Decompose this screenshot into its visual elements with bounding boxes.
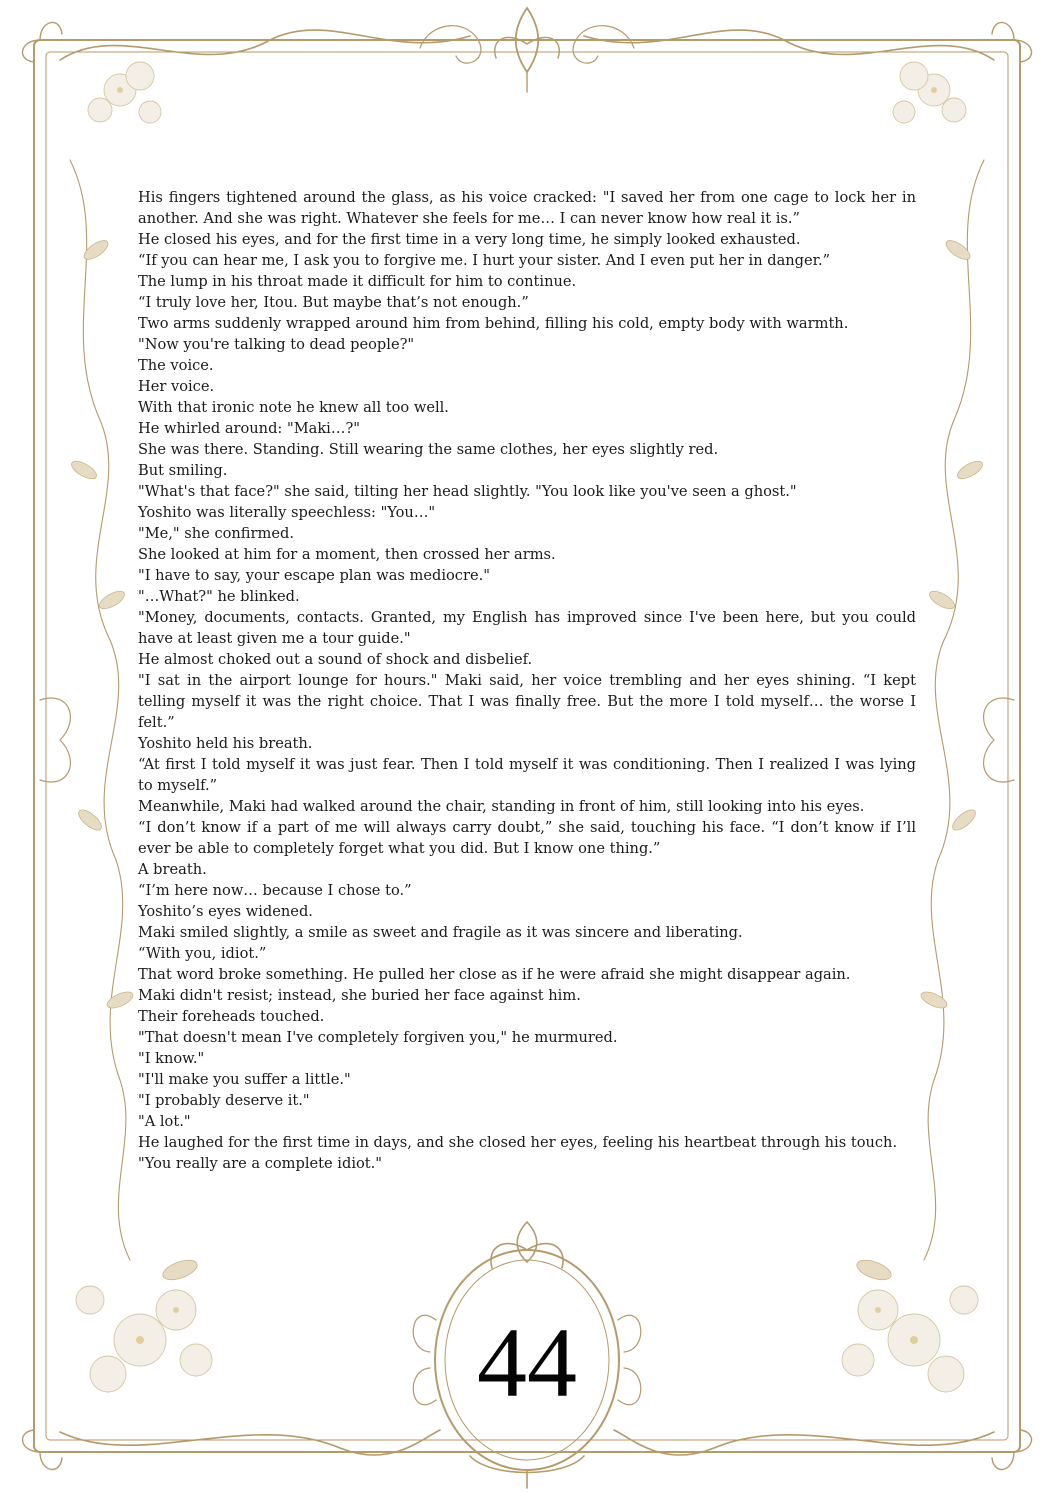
paragraph: "A lot." — [138, 1113, 191, 1130]
corner-fleur-tr — [992, 23, 1031, 62]
paragraph: Their foreheads touched. — [138, 1008, 325, 1025]
flower-center — [931, 87, 937, 93]
leaf — [919, 989, 949, 1012]
leaf — [943, 237, 973, 263]
leaf — [955, 458, 985, 482]
corner-fleur-tl — [23, 23, 62, 62]
right-side-scroll — [984, 698, 1014, 782]
paragraph: "What's that face?" she said, tilting her head slightly. "You look like you've seen a ghost." — [138, 483, 797, 500]
paragraph: Two arms suddenly wrapped around him from behind, filling his cold, empty body with warmth. — [138, 315, 849, 332]
flower-center — [173, 1307, 179, 1313]
paragraph: That word broke something. He pulled her close as if he were afraid she might disappear again. — [138, 966, 851, 983]
top-scroll-left — [420, 26, 481, 63]
leaf — [949, 806, 978, 833]
paragraph: His fingers tightened around the glass, as his voice cracked: "I saved her from one cage to lock her in another. And she was right. Whatever she feels for me… I can never know how real it is.” — [138, 189, 916, 227]
paragraph: He almost choked out a sound of shock and disbelief. — [138, 651, 533, 668]
paragraph: With that ironic note he knew all too well. — [138, 399, 449, 416]
paragraph: “If you can hear me, I ask you to forgive me. I hurt your sister. And I even put her in danger.” — [138, 252, 831, 269]
top-right-flourish — [584, 30, 994, 60]
leaf — [81, 237, 111, 263]
flower-cluster-bottom-left — [76, 1286, 212, 1392]
paragraph: A breath. — [138, 861, 207, 878]
paragraph: Maki didn't resist; instead, she buried her face against him. — [138, 987, 581, 1004]
paragraph: He closed his eyes, and for the first time in a very long time, he simply looked exhausted. — [138, 231, 801, 248]
paragraph: "I know." — [138, 1050, 205, 1067]
paragraph: He whirled around: "Maki…?" — [138, 420, 360, 437]
page-number: 44 — [477, 1307, 577, 1418]
left-vine — [70, 160, 130, 1260]
paragraph: She was there. Standing. Still wearing the same clothes, her eyes slightly red. — [138, 441, 719, 458]
top-fleur-arms — [495, 37, 560, 92]
paragraph: "I'll make you suffer a little." — [138, 1071, 351, 1088]
paragraph: "You really are a complete idiot." — [138, 1155, 382, 1172]
leaf — [75, 806, 104, 833]
paragraph: "Money, documents, contacts. Granted, my English has improved since I've been here, but you could have at least given me a tour guide." — [138, 609, 916, 647]
paragraph: "I have to say, your escape plan was mediocre." — [138, 567, 490, 584]
paragraph: "That doesn't mean I've completely forgiven you," he murmured. — [138, 1029, 618, 1046]
paragraph: "I sat in the airport lounge for hours." Maki said, her voice trembling and her eyes shining. “I kept telling myself it was the right choice. That I was finally free. But the more I told myself… the worse I felt.” — [138, 672, 916, 731]
leaf — [854, 1256, 893, 1283]
corner-fleur-br — [992, 1430, 1031, 1469]
paragraph: “I truly love her, Itou. But maybe that’s not enough.” — [138, 294, 529, 311]
paragraph: The lump in his throat made it difficult for him to continue. — [138, 273, 577, 290]
paragraph: Yoshito’s eyes widened. — [138, 903, 313, 920]
paragraph: She looked at him for a moment, then crossed her arms. — [138, 546, 556, 563]
flower-center — [910, 1336, 918, 1344]
medallion-crest — [491, 1222, 563, 1268]
paragraph: Meanwhile, Maki had walked around the chair, standing in front of him, still looking into his eyes. — [138, 798, 865, 815]
medallion-base — [470, 1456, 584, 1488]
paragraph: But smiling. — [138, 462, 228, 479]
paragraph: Yoshito held his breath. — [138, 735, 313, 752]
leaf — [160, 1256, 199, 1283]
paragraph: “With you, idiot.” — [138, 945, 267, 962]
paragraph: The voice. — [138, 357, 214, 374]
medallion-right-scroll — [618, 1315, 641, 1404]
medallion-left-scroll — [413, 1315, 436, 1404]
paragraph: "Me," she confirmed. — [138, 525, 294, 542]
paragraph: "I probably deserve it." — [138, 1092, 310, 1109]
story-text — [138, 187, 916, 1174]
top-scroll-right — [573, 26, 634, 63]
paragraph: “I’m here now… because I chose to.” — [138, 882, 412, 899]
flower-center — [875, 1307, 881, 1313]
leaf — [927, 588, 957, 612]
paragraph: Her voice. — [138, 378, 215, 395]
paragraph: “I don’t know if a part of me will always carry doubt,” she said, touching his face. “I don’t know if I’ll ever be able to completely forget what you did. But I know one thing.” — [138, 819, 916, 857]
top-left-flourish — [60, 30, 470, 60]
paragraph: Yoshito was literally speechless: "You…" — [138, 504, 436, 521]
flower-cluster-top-right — [893, 62, 966, 123]
leaf — [105, 989, 135, 1012]
paragraph: "Now you're talking to dead people?" — [138, 336, 415, 353]
left-side-scroll — [40, 698, 70, 782]
flower-cluster-bottom-right — [842, 1286, 978, 1392]
paragraph: “At first I told myself it was just fear. Then I told myself it was conditioning. Then I realized I was lying to myself.” — [138, 756, 916, 794]
right-vine — [924, 160, 984, 1260]
leaf — [97, 588, 127, 612]
paragraph: Maki smiled slightly, a smile as sweet and fragile as it was sincere and liberating. — [138, 924, 743, 941]
flower-center — [136, 1336, 144, 1344]
paragraph: He laughed for the first time in days, and she closed her eyes, feeling his heartbeat through his touch. — [138, 1134, 898, 1151]
corner-fleur-bl — [23, 1430, 62, 1469]
leaf — [69, 458, 99, 482]
paragraph: "…What?" he blinked. — [138, 588, 300, 605]
flower-cluster-top-left — [88, 62, 161, 123]
flower-center — [117, 87, 123, 93]
